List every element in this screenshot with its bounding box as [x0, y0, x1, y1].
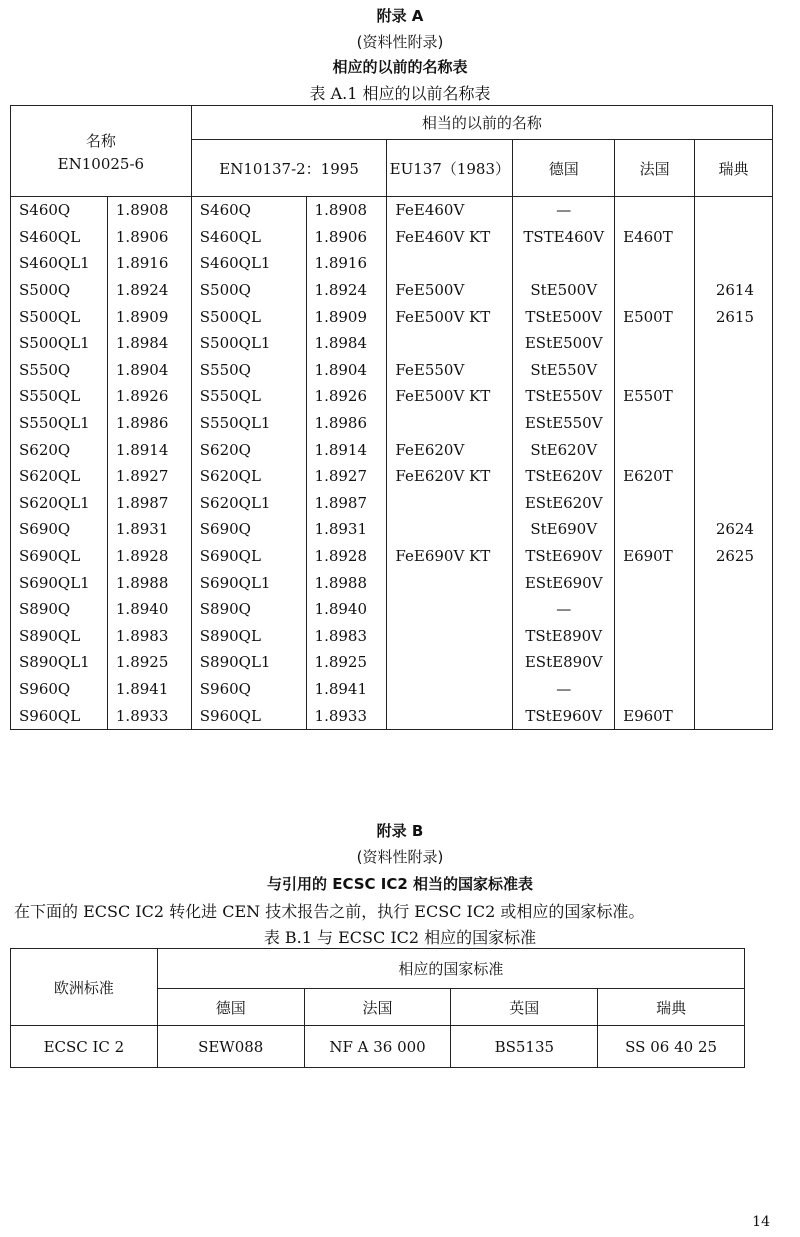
country-header: 瑞典 — [598, 989, 745, 1026]
table-cell — [387, 410, 513, 437]
table-cell: 1.8940 — [107, 596, 191, 623]
table-cell: 1.8926 — [306, 383, 387, 410]
table-cell — [387, 649, 513, 676]
table-cell: 1.8987 — [107, 490, 191, 517]
table-row — [11, 330, 773, 357]
national-standards-header: 相应的国家标准 — [157, 949, 744, 989]
table-cell: 1.8914 — [306, 436, 387, 463]
table-cell: 1.8927 — [306, 463, 387, 490]
table-a — [10, 105, 773, 730]
country-header: 英国 — [451, 989, 598, 1026]
table-row — [11, 490, 773, 517]
column-header: 德国 — [513, 140, 615, 197]
table-cell — [695, 330, 773, 357]
table-cell — [615, 357, 695, 384]
table-b-cell: SEW088 — [157, 1026, 304, 1068]
table-cell: 1.8987 — [306, 490, 387, 517]
table-cell: S500Q — [11, 277, 108, 304]
table-cell — [695, 596, 773, 623]
table-cell: S690QL1 — [191, 569, 306, 596]
table-cell: S620Q — [191, 436, 306, 463]
table-cell — [387, 250, 513, 277]
table-cell: 1.8909 — [306, 303, 387, 330]
table-cell: 1.8916 — [107, 250, 191, 277]
table-cell — [387, 516, 513, 543]
table-cell — [615, 649, 695, 676]
table-cell: S460QL1 — [191, 250, 306, 277]
table-row — [11, 357, 773, 384]
table-row — [11, 569, 773, 596]
table-cell: 2614 — [695, 277, 773, 304]
table-cell: S890Q — [191, 596, 306, 623]
table-cell: FeE550V — [387, 357, 513, 384]
table-row — [11, 250, 773, 277]
table-cell — [615, 569, 695, 596]
appendix-b-title: 附录 B — [376, 822, 424, 840]
table-row — [11, 303, 773, 330]
table-cell: FeE460V KT — [387, 224, 513, 251]
table-row — [11, 277, 773, 304]
table-cell: — — [513, 596, 615, 623]
table-cell — [695, 197, 773, 224]
table-cell: 2624 — [695, 516, 773, 543]
table-cell: S890QL — [191, 623, 306, 650]
table-cell: 1.8983 — [306, 623, 387, 650]
table-cell: 1.8914 — [107, 436, 191, 463]
table-cell: 1.8927 — [107, 463, 191, 490]
table-cell: 1.8906 — [306, 224, 387, 251]
table-cell: FeE620V KT — [387, 463, 513, 490]
table-cell: S550QL1 — [191, 410, 306, 437]
table-cell: EStE500V — [513, 330, 615, 357]
table-cell: 1.8931 — [107, 516, 191, 543]
table-cell: EStE890V — [513, 649, 615, 676]
table-cell: E550T — [615, 383, 695, 410]
table-cell: S890QL1 — [11, 649, 108, 676]
table-cell: 1.8909 — [107, 303, 191, 330]
table-cell — [387, 702, 513, 729]
table-b-cell: BS5135 — [451, 1026, 598, 1068]
table-row — [11, 224, 773, 251]
appendix-a-heading: 相应的以前的名称表 — [332, 58, 468, 76]
table-cell — [615, 250, 695, 277]
table-cell: FeE500V — [387, 277, 513, 304]
table-cell — [513, 250, 615, 277]
table-cell: TStE960V — [513, 702, 615, 729]
table-cell — [387, 490, 513, 517]
table-cell: EStE550V — [513, 410, 615, 437]
appendix-b-heading: 与引用的 ECSC IC2 相当的国家标准表 — [266, 875, 534, 893]
table-cell: EStE620V — [513, 490, 615, 517]
table-cell: S460QL — [191, 224, 306, 251]
table-cell: TStE550V — [513, 383, 615, 410]
table-cell: S890QL — [11, 623, 108, 650]
table-row — [11, 649, 773, 676]
name-header: 名称 — [85, 131, 116, 150]
european-standard-header: 欧洲标准 — [11, 949, 158, 1026]
table-cell — [695, 463, 773, 490]
table-b-caption: 表 B.1 与 ECSC IC2 相应的国家标准 — [263, 928, 537, 947]
table-cell — [387, 623, 513, 650]
table-cell: 1.8904 — [306, 357, 387, 384]
table-cell — [615, 277, 695, 304]
table-cell: S690Q — [11, 516, 108, 543]
table-cell: E460T — [615, 224, 695, 251]
table-cell: S960QL — [11, 702, 108, 729]
table-row — [11, 383, 773, 410]
table-cell — [695, 383, 773, 410]
table-cell — [615, 676, 695, 703]
name-header-cell — [11, 106, 192, 197]
table-cell: S500QL — [191, 303, 306, 330]
table-cell: S620QL1 — [191, 490, 306, 517]
table-b-cell: ECSC IC 2 — [11, 1026, 158, 1068]
table-cell — [695, 490, 773, 517]
table-cell: S690QL — [11, 543, 108, 570]
table-cell — [615, 436, 695, 463]
table-cell: 1.8916 — [306, 250, 387, 277]
table-cell: S460QL1 — [11, 250, 108, 277]
table-cell: FeE620V — [387, 436, 513, 463]
table-cell: S960Q — [191, 676, 306, 703]
country-header: 德国 — [157, 989, 304, 1026]
table-cell — [387, 596, 513, 623]
table-cell: 1.8908 — [107, 197, 191, 224]
table-cell: StE500V — [513, 277, 615, 304]
table-row — [11, 516, 773, 543]
column-header: EU137（1983） — [387, 140, 513, 197]
table-cell — [695, 702, 773, 729]
table-cell: S620QL1 — [11, 490, 108, 517]
table-cell — [387, 676, 513, 703]
table-cell — [387, 330, 513, 357]
table-cell: StE620V — [513, 436, 615, 463]
table-cell: EStE690V — [513, 569, 615, 596]
table-cell: StE550V — [513, 357, 615, 384]
table-cell: S690QL1 — [11, 569, 108, 596]
table-cell: TStE890V — [513, 623, 615, 650]
table-cell — [695, 224, 773, 251]
table-cell — [695, 649, 773, 676]
table-cell: S500QL — [11, 303, 108, 330]
table-cell — [695, 410, 773, 437]
appendix-a-title: 附录 A — [376, 7, 424, 25]
table-cell: 1.8986 — [107, 410, 191, 437]
table-cell: 2625 — [695, 543, 773, 570]
table-cell: 1.8906 — [107, 224, 191, 251]
table-cell: S550Q — [11, 357, 108, 384]
table-cell: S620Q — [11, 436, 108, 463]
table-cell: 1.8931 — [306, 516, 387, 543]
table-cell — [695, 623, 773, 650]
table-cell — [695, 676, 773, 703]
table-row — [11, 197, 773, 224]
table-cell: TSTE460V — [513, 224, 615, 251]
table-cell: S550QL — [11, 383, 108, 410]
table-cell: StE690V — [513, 516, 615, 543]
table-cell: S890Q — [11, 596, 108, 623]
table-cell: S890QL1 — [191, 649, 306, 676]
table-cell: 1.8926 — [107, 383, 191, 410]
table-cell: 1.8924 — [306, 277, 387, 304]
table-cell: FeE690V KT — [387, 543, 513, 570]
table-cell: 1.8941 — [107, 676, 191, 703]
table-cell: 1.8904 — [107, 357, 191, 384]
standard-header: EN10025-6 — [57, 154, 145, 173]
table-cell — [615, 197, 695, 224]
table-cell: S620QL — [191, 463, 306, 490]
table-cell: S500QL1 — [11, 330, 108, 357]
table-cell: 1.8925 — [306, 649, 387, 676]
table-cell: FeE500V KT — [387, 303, 513, 330]
table-cell: 1.8988 — [107, 569, 191, 596]
table-cell: 1.8941 — [306, 676, 387, 703]
table-cell — [615, 330, 695, 357]
table-cell: 1.8984 — [306, 330, 387, 357]
table-row — [11, 463, 773, 490]
table-row — [11, 436, 773, 463]
column-header: 法国 — [615, 140, 695, 197]
table-cell — [695, 436, 773, 463]
country-header: 法国 — [304, 989, 451, 1026]
table-row — [11, 702, 773, 729]
table-row — [11, 543, 773, 570]
table-cell: TStE620V — [513, 463, 615, 490]
table-cell: 1.8925 — [107, 649, 191, 676]
appendix-b-paragraph: 在下面的 ECSC IC2 转化进 CEN 技术报告之前，执行 ECSC IC2 或相应的国家标准。 — [14, 902, 645, 921]
table-cell: S620QL — [11, 463, 108, 490]
table-cell: E960T — [615, 702, 695, 729]
table-cell: 1.8986 — [306, 410, 387, 437]
table-cell: 1.8984 — [107, 330, 191, 357]
table-cell — [615, 623, 695, 650]
table-cell: 1.8933 — [306, 702, 387, 729]
table-cell: S550Q — [191, 357, 306, 384]
table-cell: E620T — [615, 463, 695, 490]
table-cell: S500Q — [191, 277, 306, 304]
table-cell: 1.8928 — [306, 543, 387, 570]
table-row — [11, 596, 773, 623]
equivalent-names-header: 相当的以前的名称 — [191, 106, 772, 140]
table-cell: TStE500V — [513, 303, 615, 330]
table-cell — [615, 410, 695, 437]
table-cell: 1.8908 — [306, 197, 387, 224]
table-cell — [695, 569, 773, 596]
table-cell: FeE500V KT — [387, 383, 513, 410]
table-cell: S960Q — [11, 676, 108, 703]
column-header: 瑞典 — [695, 140, 773, 197]
table-cell: S500QL1 — [191, 330, 306, 357]
table-cell — [615, 596, 695, 623]
table-row — [11, 676, 773, 703]
table-b-cell: SS 06 40 25 — [598, 1026, 745, 1068]
table-cell: 1.8988 — [306, 569, 387, 596]
table-cell: 1.8983 — [107, 623, 191, 650]
table-cell: — — [513, 197, 615, 224]
table-cell: 2615 — [695, 303, 773, 330]
table-cell: 1.8940 — [306, 596, 387, 623]
table-cell — [695, 250, 773, 277]
table-cell: — — [513, 676, 615, 703]
table-cell: S550QL — [191, 383, 306, 410]
page-number: 14 — [752, 1214, 770, 1230]
table-cell: S550QL1 — [11, 410, 108, 437]
table-cell: S460Q — [191, 197, 306, 224]
table-row — [11, 623, 773, 650]
appendix-a-subtitle: (资料性附录) — [356, 33, 444, 51]
table-b — [10, 948, 745, 1068]
table-cell: S690Q — [191, 516, 306, 543]
table-cell: TStE690V — [513, 543, 615, 570]
table-cell: S960QL — [191, 702, 306, 729]
table-row — [11, 410, 773, 437]
table-cell: E500T — [615, 303, 695, 330]
table-cell: S460Q — [11, 197, 108, 224]
table-a-caption: 表 A.1 相应的以前名称表 — [309, 84, 491, 103]
table-cell: E690T — [615, 543, 695, 570]
table-cell: 1.8928 — [107, 543, 191, 570]
table-cell — [695, 357, 773, 384]
table-cell — [615, 490, 695, 517]
column-header: EN10137-2：1995 — [191, 140, 387, 197]
table-a-body — [11, 197, 773, 730]
table-cell: FeE460V — [387, 197, 513, 224]
table-cell: 1.8924 — [107, 277, 191, 304]
table-cell: 1.8933 — [107, 702, 191, 729]
appendix-b-subtitle: (资料性附录) — [356, 848, 444, 866]
table-cell: S690QL — [191, 543, 306, 570]
table-cell — [387, 569, 513, 596]
table-cell: S460QL — [11, 224, 108, 251]
table-b-cell: NF A 36 000 — [304, 1026, 451, 1068]
table-cell — [615, 516, 695, 543]
